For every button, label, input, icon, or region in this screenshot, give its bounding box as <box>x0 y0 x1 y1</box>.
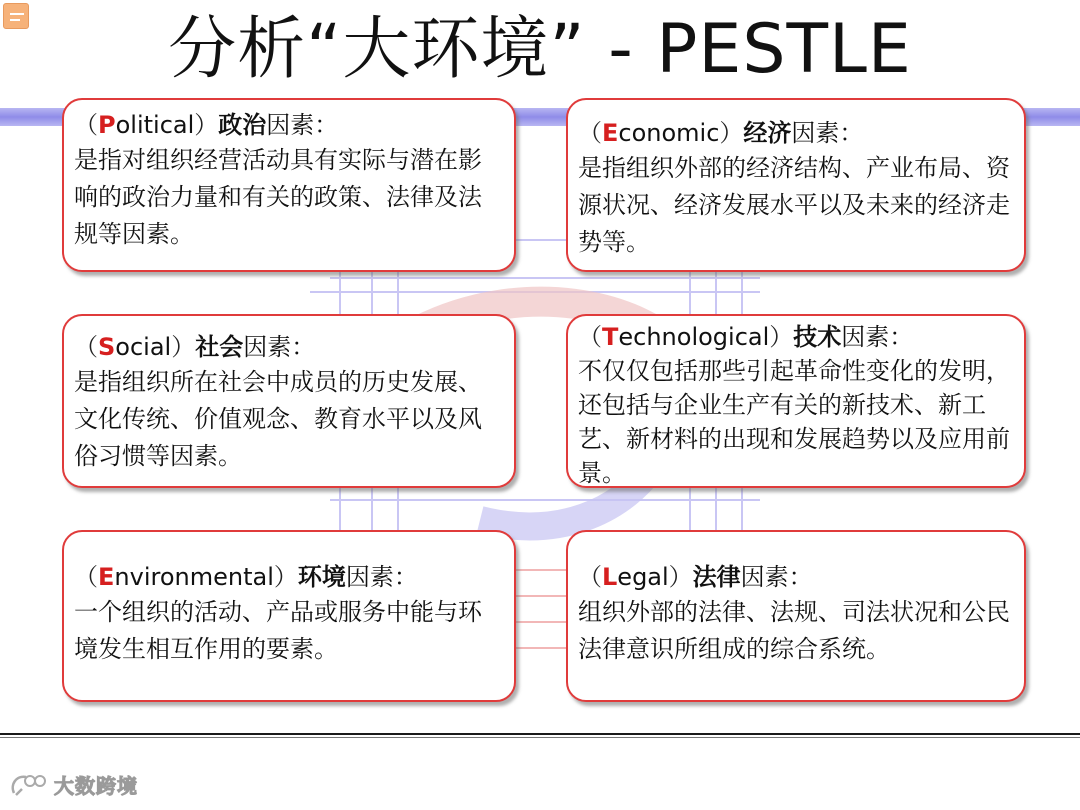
watermark-logo-icon <box>8 771 48 799</box>
card-technological <box>566 314 1026 488</box>
card-heading <box>578 116 1014 150</box>
heading-suffix: 因素： <box>345 563 418 591</box>
english-term: ocial <box>115 333 172 361</box>
close-paren: ） <box>668 563 693 591</box>
chinese-term: 政治 <box>218 111 267 139</box>
watermark <box>8 770 138 799</box>
letter-initial: S <box>98 333 116 361</box>
chinese-term: 环境 <box>297 563 346 591</box>
open-paren: （ <box>74 563 98 591</box>
card-heading <box>74 330 504 364</box>
heading-suffix: 因素： <box>740 563 813 591</box>
card-economic <box>566 98 1026 272</box>
open-paren: （ <box>578 119 602 147</box>
card-heading <box>74 108 504 142</box>
close-paren: ） <box>171 333 196 361</box>
slide-title: 分析“大环境” - PESTLE <box>168 10 912 89</box>
english-term: nvironmental <box>114 563 274 591</box>
heading-suffix: 因素： <box>266 111 339 139</box>
english-term: echnological <box>618 323 770 351</box>
card-description: 不仅仅包括那些引起革命性变化的发明，还包括与企业生产有关的新技术、新工艺、新材料的出现和发展趋势以及应用前景。 <box>578 357 1010 487</box>
close-paren: ） <box>194 111 219 139</box>
card-social <box>62 314 516 488</box>
card-legal <box>566 530 1026 702</box>
chinese-term: 社会 <box>195 333 244 361</box>
open-paren: （ <box>74 111 98 139</box>
footer-divider <box>0 733 1080 735</box>
letter-initial: E <box>98 563 115 591</box>
card-description: 是指组织外部的经济结构、产业布局、资源状况、经济发展水平以及未来的经济走势等。 <box>578 154 1010 256</box>
card-description: 组织外部的法律、法规、司法状况和公民法律意识所组成的综合系统。 <box>578 598 1010 663</box>
heading-suffix: 因素： <box>841 323 914 351</box>
heading-suffix: 因素： <box>791 119 864 147</box>
watermark-text: 大数跨境 <box>54 774 138 798</box>
card-description: 是指对组织经营活动具有实际与潜在影响的政治力量和有关的政策、法律及法规等因素。 <box>74 146 482 248</box>
open-paren: （ <box>578 323 602 351</box>
heading-suffix: 因素： <box>243 333 316 361</box>
card-heading <box>578 560 1014 594</box>
letter-initial: P <box>98 111 116 139</box>
close-paren: ） <box>719 119 744 147</box>
chinese-term: 经济 <box>743 119 792 147</box>
english-term: conomic <box>618 119 720 147</box>
english-term: egal <box>617 563 669 591</box>
card-heading <box>74 560 504 594</box>
card-description: 是指组织所在社会中成员的历史发展、文化传统、价值观念、教育水平以及风俗习惯等因素。 <box>74 368 482 470</box>
close-paren: ） <box>273 563 298 591</box>
close-paren: ） <box>769 323 794 351</box>
letter-initial: E <box>602 119 619 147</box>
card-heading <box>578 320 1014 354</box>
open-paren: （ <box>74 333 98 361</box>
footer-divider-thin <box>0 737 1080 738</box>
card-description: 一个组织的活动、产品或服务中能与环境发生相互作用的要素。 <box>74 598 482 663</box>
letter-initial: T <box>602 323 619 351</box>
chinese-term: 技术 <box>793 323 842 351</box>
chinese-term: 法律 <box>692 563 741 591</box>
open-paren: （ <box>578 563 602 591</box>
card-environmental <box>62 530 516 702</box>
letter-initial: L <box>602 563 618 591</box>
english-term: olitical <box>115 111 195 139</box>
card-political <box>62 98 516 272</box>
